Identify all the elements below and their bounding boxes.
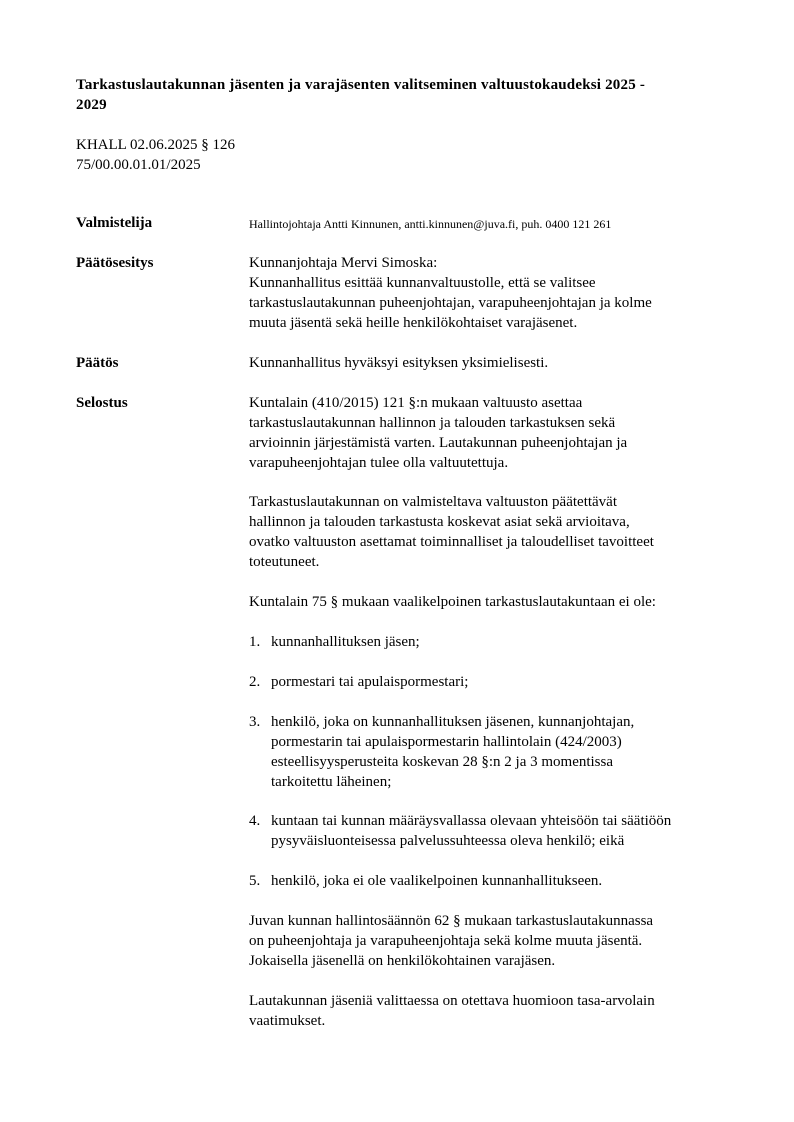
paragraph-line: ovatko valtuuston asettamat toiminnalliset ja taloudelliset tavoitteet — [249, 534, 654, 550]
paragraph-line: Jokaisella jäsenellä on henkilökohtainen varajäsen. — [249, 953, 556, 969]
paragraph-line: toteutuneet. — [249, 554, 320, 570]
list-line: kunnanhallituksen jäsen; — [271, 634, 420, 650]
paatosesitys-line: tarkastuslautakunnan puheenjohtajan, varapuheenjohtajan ja kolme — [249, 295, 652, 311]
paatosesitys-line: Kunnanhallitus esittää kunnanvaltuustolle, että se valitsee — [249, 275, 596, 291]
selostus-paragraph-4 — [249, 911, 739, 971]
record-id: 75/00.00.01.01/2025 — [76, 157, 201, 173]
list-line: esteellisyysperusteita koskevan 28 §:n 2 ja 3 momentissa — [271, 754, 614, 770]
title-line-2: 2029 — [76, 97, 107, 113]
paragraph-line: arvioinnin järjestämistä varten. Lautakunnan puheenjohtajan ja — [249, 435, 628, 451]
list-text — [271, 632, 741, 652]
selostus-label: Selostus — [76, 395, 128, 411]
document-title — [76, 75, 726, 115]
paatosesitys-label: Päätösesitys — [76, 255, 154, 271]
list-text — [271, 672, 741, 692]
selostus-paragraph-1 — [249, 393, 739, 473]
list-text — [271, 871, 741, 891]
list-line: pysyväisluonteisessa palvelussuhteessa oleva henkilö; eikä — [271, 833, 625, 849]
paragraph-line: Kuntalain (410/2015) 121 §:n mukaan valtuusto asettaa — [249, 395, 583, 411]
paragraph-line: Lautakunnan jäseniä valittaessa on otettava huomioon tasa-arvolain — [249, 993, 655, 1009]
list-line: pormestarin tai apulaispormestarin hallintolain (424/2003) — [271, 734, 622, 750]
paragraph-line: hallinnon ja talouden tarkastusta koskevat asiat sekä arvioitava, — [249, 514, 630, 530]
list-line: henkilö, joka on kunnanhallituksen jäsenen, kunnanjohtajan, — [271, 714, 635, 730]
paragraph-line: Tarkastuslautakunnan on valmisteltava valtuuston päätettävät — [249, 494, 618, 510]
paragraph-line: tarkastuslautakunnan hallinnon ja talouden tarkastuksen sekä — [249, 415, 616, 431]
paragraph-line: on puheenjohtaja ja varapuheenjohtaja sekä kolme muuta jäsentä. — [249, 933, 643, 949]
list-line: kuntaan tai kunnan määräysvallassa olevaan yhteisöön tai säätiöön — [271, 813, 672, 829]
list-text — [271, 712, 741, 792]
paragraph-line: vaatimukset. — [249, 1013, 326, 1029]
list-number: 1. — [249, 634, 261, 650]
list-number: 5. — [249, 873, 261, 889]
paatosesitys-text — [249, 253, 739, 333]
valmistelija-label: Valmistelija — [76, 215, 153, 231]
meeting-reference: KHALL 02.06.2025 § 126 — [76, 137, 236, 153]
paatos-label: Päätös — [76, 355, 119, 371]
list-line: henkilö, joka ei ole vaalikelpoinen kunnanhallitukseen. — [271, 873, 603, 889]
list-number: 2. — [249, 674, 261, 690]
paatosesitys-line: muuta jäsentä sekä heille henkilökohtaiset varajäsenet. — [249, 315, 578, 331]
paragraph-line: varapuheenjohtajan tulee olla valtuutettuja. — [249, 455, 509, 471]
list-line: tarkoitettu läheinen; — [271, 774, 392, 790]
list-line: pormestari tai apulaispormestari; — [271, 674, 469, 690]
selostus-paragraph-5 — [249, 991, 739, 1031]
list-number: 4. — [249, 813, 261, 829]
selostus-paragraph-3: Kuntalain 75 § mukaan vaalikelpoinen tarkastuslautakuntaan ei ole: — [249, 594, 656, 610]
paatos-text: Kunnanhallitus hyväksyi esityksen yksimielisesti. — [249, 355, 549, 371]
selostus-paragraph-2 — [249, 492, 739, 572]
list-text — [271, 811, 741, 851]
valmistelija-text: Hallintojohtaja Antti Kinnunen, antti.kinnunen@juva.fi, puh. 0400 121 261 — [249, 217, 612, 231]
paragraph-line: Juvan kunnan hallintosäännön 62 § mukaan tarkastuslautakunnassa — [249, 913, 654, 929]
paatosesitys-line: Kunnanjohtaja Mervi Simoska: — [249, 255, 438, 271]
title-line-1: Tarkastuslautakunnan jäsenten ja varajäsenten valitseminen valtuustokaudeksi 2025 - — [76, 77, 646, 93]
meeting-meta — [76, 135, 235, 175]
list-number: 3. — [249, 714, 261, 730]
